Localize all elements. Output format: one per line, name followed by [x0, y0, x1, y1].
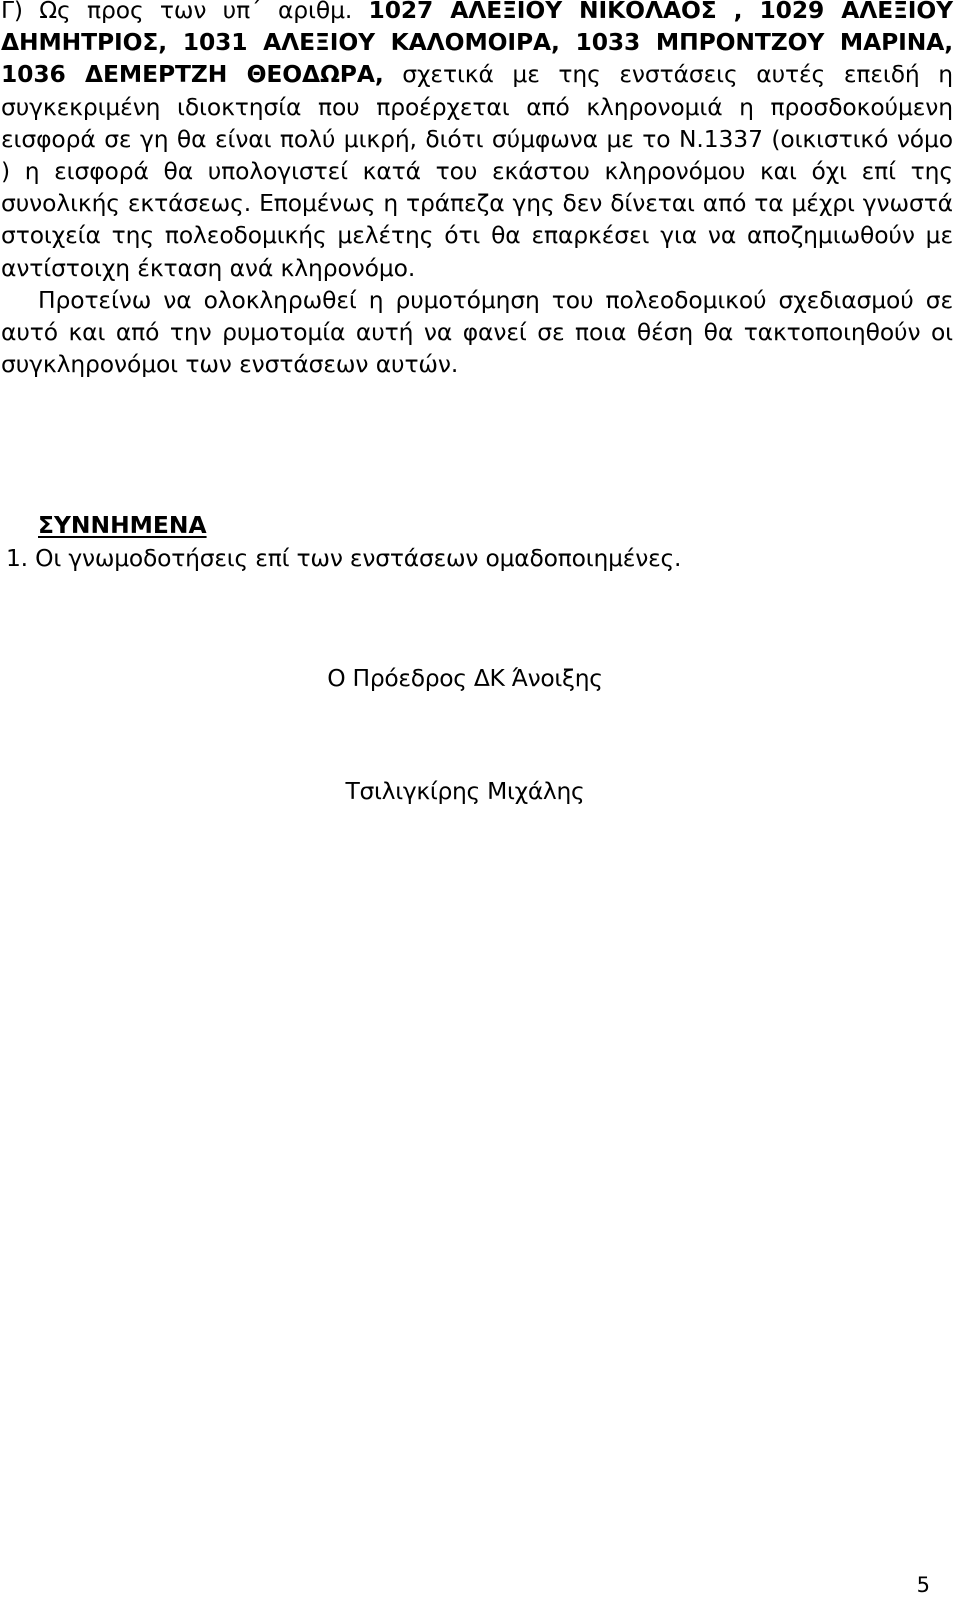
page-number: 5	[916, 1573, 930, 1597]
paragraph-proposal: Προτείνω να ολοκληρωθεί η ρυμοτόμηση του πολεοδομικού σχεδιασμού σε αυτό και από την ρυμοτομία αυτή να φανεί σε ποια θέση θα τακτοποιηθούν οι συγκληρονόμοι των ενστάσεων αυτών.	[1, 285, 953, 379]
paragraph-objections	[1, 0, 953, 284]
signature-title: Ο Πρόεδρος ΔΚ Άνοιξης	[327, 664, 603, 692]
attachments-heading: ΣΥΝΝΗΜΕΝΑ	[38, 511, 207, 539]
attachment-item: 1. Οι γνωμοδοτήσεις επί των ενστάσεων ομαδοποιημένες.	[6, 544, 682, 572]
objector-names: 1027 ΑΛΕΞΙΟΥ ΝΙΚΟΛΑΟΣ , 1029 ΑΛΕΞΙΟΥ ΔΗΜΗΤΡΙΟΣ, 1031 ΑΛΕΞΙΟΥ ΚΑΛΟΜΟΙΡΑ, 1033 ΜΠΡΟΝΤΖΟΥ ΜΑΡΙΝΑ, 1036 ΔΕΜΕΡΤΖΗ ΘΕΟΔΩΡΑ,	[1, 0, 953, 89]
paragraph-rest: σχετικά με της ενστάσεις αυτές επειδή η συγκεκριμένη ιδιοκτησία που προέρχεται από κληρονομιά η προσδοκούμενη εισφορά σε γη θα είναι πολύ μικρή, διότι σύμφωνα με το Ν.1337 (οικιστικό νόμο ) η εισφορά θα υπολογιστεί κατά του εκάστου κληρονόμου και όχι επί της συνολικής εκτάσεως. Επομένως η τράπεζα γης δεν δίνεται από τα μέχρι γνωστά στοιχεία της πολεοδομικής μελέτης ότι θα επαρκέσει για να αποζημιωθούν με αντίστοιχη έκταση ανά κληρονόμο.	[1, 60, 954, 282]
document-body	[1, 0, 953, 380]
signature-name: Τσιλιγκίρης Μιχάλης	[345, 777, 585, 805]
paragraph-prefix: Γ) Ως προς των υπ΄ αριθμ.	[1, 0, 369, 24]
